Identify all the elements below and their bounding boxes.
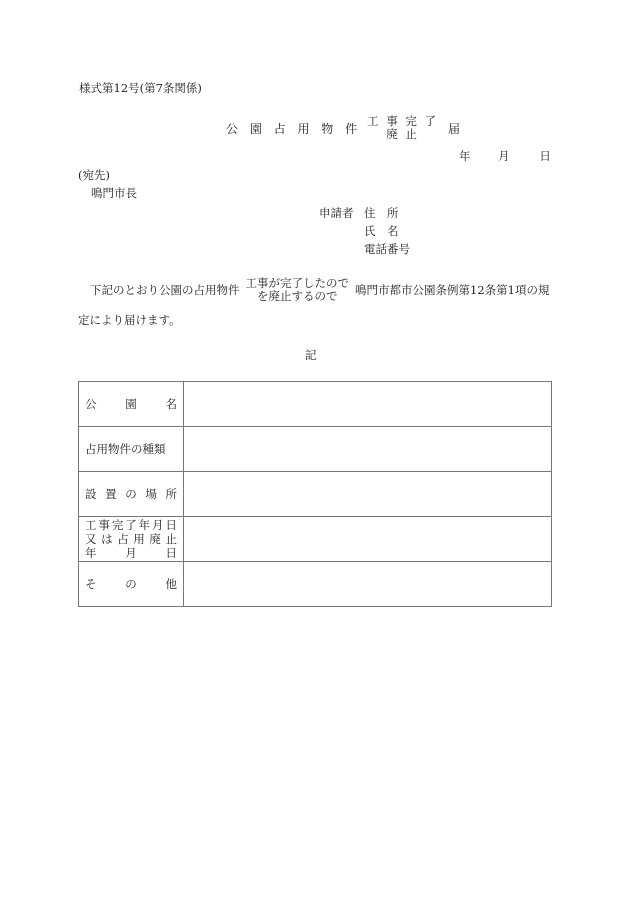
- title-option-abolition: 廃 止: [386, 127, 419, 141]
- row-label-date: [79, 517, 184, 562]
- label-char: 年: [138, 518, 151, 532]
- label-char: 月: [152, 518, 164, 532]
- notification-table: [78, 381, 552, 607]
- body-line-1: [90, 277, 549, 303]
- label-char: 公: [85, 397, 97, 411]
- park-name-field[interactable]: [184, 382, 552, 427]
- label-char: 日: [165, 518, 177, 532]
- body-tail: 鳴門市都市公園条例第12条第1項の規: [355, 283, 550, 297]
- title-option-completion: 工 事 完 了: [367, 114, 439, 128]
- form-number: 様式第12号(第7条関係): [79, 81, 202, 95]
- date-month: 月: [498, 149, 510, 163]
- label-char: 置: [105, 487, 117, 501]
- label-char: 日: [165, 546, 177, 560]
- applicant-label: 申請者: [319, 206, 354, 220]
- label-char: の: [125, 577, 137, 591]
- body-options: [246, 277, 350, 303]
- label-char: 止: [165, 532, 177, 546]
- title-prefix: 公 園 占 用 物 件: [226, 121, 362, 136]
- label-char: 園: [125, 397, 137, 411]
- body-option-completion: 工事が完了したので: [245, 276, 349, 290]
- other-field[interactable]: [184, 562, 552, 607]
- label-char: 月: [125, 546, 137, 560]
- label-char: 他: [165, 577, 177, 591]
- applicant-name-label: 氏 名: [364, 224, 399, 238]
- title-options: [367, 115, 438, 141]
- body-line-2: 定により届けます。: [78, 313, 181, 327]
- table-row: [79, 562, 552, 607]
- applicant-address-label: 住 所: [364, 206, 399, 220]
- label-char: の: [125, 487, 137, 501]
- label-char: 廃: [149, 532, 161, 546]
- label-char: は: [101, 532, 113, 546]
- table-row: [79, 472, 552, 517]
- label-char: 用: [133, 532, 145, 546]
- label-char: 完: [111, 518, 124, 532]
- label-char: 工: [85, 518, 97, 532]
- label-char: 占: [117, 532, 129, 546]
- label-char: 事: [98, 518, 110, 532]
- date-day: 日: [539, 149, 551, 163]
- label-char: 場: [145, 487, 157, 501]
- table-row: [79, 382, 552, 427]
- label-char: 名: [165, 397, 177, 411]
- date-line: [459, 148, 551, 164]
- row-label-object-type: [79, 427, 184, 472]
- row-label-location: [79, 472, 184, 517]
- label-char: 所: [165, 487, 177, 501]
- title-suffix: 届: [448, 121, 465, 136]
- table-row: [79, 517, 552, 562]
- ki-heading: 記: [305, 348, 317, 362]
- row-label-other: [79, 562, 184, 607]
- label-char: 了: [125, 518, 137, 532]
- body-option-abolition: を廃止するので: [257, 289, 338, 303]
- label-char: そ: [85, 577, 97, 591]
- label-char: 又: [85, 532, 97, 546]
- applicant-phone-label: 電話番号: [364, 242, 410, 256]
- label-char: 設: [85, 487, 97, 501]
- body-lead: 下記のとおり公園の占用物件: [90, 283, 240, 297]
- document-title: [226, 115, 464, 141]
- label-char: 年: [85, 546, 97, 560]
- object-type-field[interactable]: [184, 427, 552, 472]
- addressee-label: (宛先): [78, 168, 110, 182]
- table-row: [79, 427, 552, 472]
- date-field[interactable]: [184, 517, 552, 562]
- row-label-park-name: [79, 382, 184, 427]
- location-field[interactable]: [184, 472, 552, 517]
- label-text: 占用物件の種類: [85, 442, 166, 456]
- addressee-name: 鳴門市長: [91, 186, 137, 200]
- date-year: 年: [459, 149, 471, 163]
